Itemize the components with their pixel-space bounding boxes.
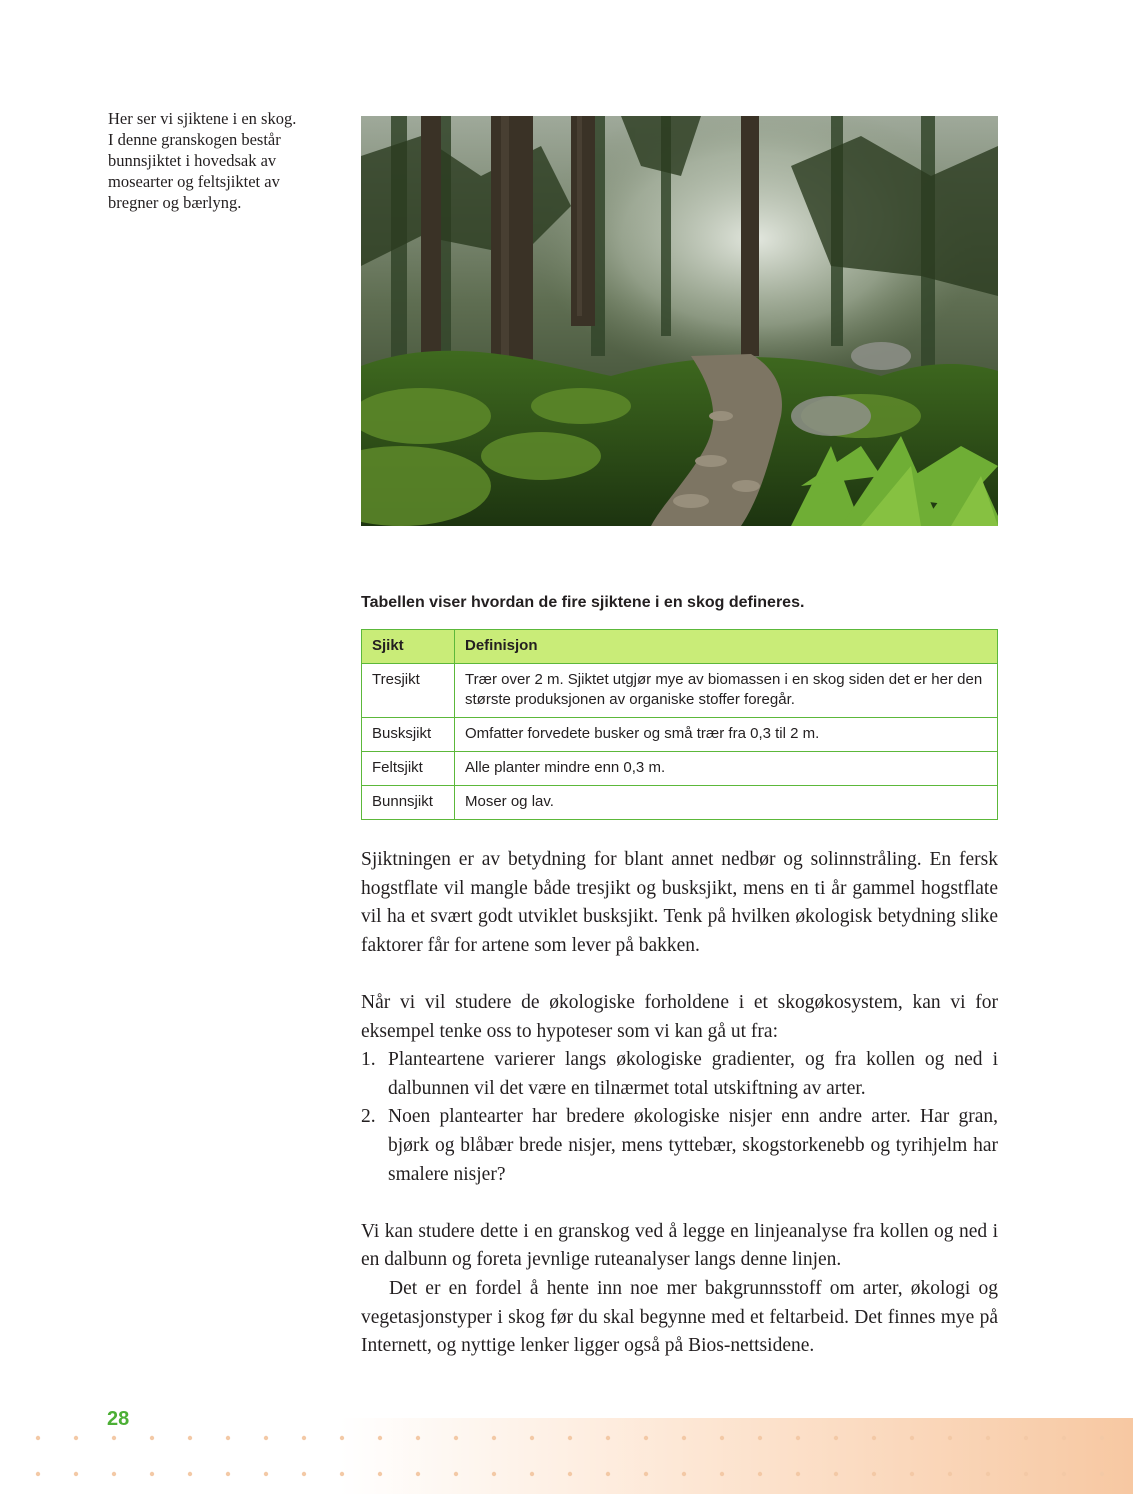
footer-dot — [226, 1436, 230, 1440]
caption-line: bregner og bærlyng. — [108, 193, 242, 212]
footer-dot — [1024, 1472, 1028, 1476]
footer-dot — [872, 1472, 876, 1476]
footer-dot — [264, 1436, 268, 1440]
footer-dot — [910, 1472, 914, 1476]
footer-dot — [1062, 1472, 1066, 1476]
definition-cell: Trær over 2 m. Sjiktet utgjør mye av biomassen i en skog siden det er her den største produksjonen av organiske stoffer foregår. — [455, 664, 998, 718]
footer-dot — [986, 1436, 990, 1440]
footer-dot — [530, 1472, 534, 1476]
footer-dot — [834, 1472, 838, 1476]
table-row — [362, 664, 998, 718]
footer-dot — [644, 1436, 648, 1440]
footer-dot — [416, 1436, 420, 1440]
footer-dot — [682, 1472, 686, 1476]
footer-dot — [340, 1436, 344, 1440]
footer-dot — [568, 1472, 572, 1476]
footer-dot — [302, 1436, 306, 1440]
body-text — [361, 846, 998, 1361]
footer-dot — [796, 1436, 800, 1440]
forest-photo — [361, 116, 998, 526]
footer-dot — [492, 1472, 496, 1476]
list-item — [361, 1046, 998, 1103]
footer-dot — [378, 1436, 382, 1440]
footer-dot — [948, 1436, 952, 1440]
footer-dot — [986, 1472, 990, 1476]
paragraph: Når vi vil studere de økologiske forholdene i et skogøkosystem, kan vi for eksempel tenke oss to hypoteser som vi kan gå ut fra: — [361, 991, 998, 1042]
footer-dot — [492, 1436, 496, 1440]
layer-cell: Busksjikt — [362, 718, 455, 752]
definition-cell: Alle planter mindre enn 0,3 m. — [455, 752, 998, 786]
paragraph: Vi kan studere dette i en granskog ved å legge en linjeanalyse fra kollen og ned i en dalbunn og foreta jevnlige ruteanalyser langs denne linjen. — [361, 1220, 998, 1271]
footer-dot — [644, 1472, 648, 1476]
list-text: Noen plantearter har bredere økologiske nisjer enn andre arter. Har gran, bjørk og blåbær brede nisjer, mens tyttebær, skogstorkenebb og tyrihjelm har smalere nisjer? — [388, 1106, 998, 1185]
footer-dot — [150, 1472, 154, 1476]
footer-dot — [378, 1472, 382, 1476]
definition-cell: Moser og lav. — [455, 786, 998, 820]
column-header-layer: Sjikt — [362, 630, 455, 664]
footer-dot — [264, 1472, 268, 1476]
footer-dot — [1100, 1436, 1104, 1440]
caption-line: I denne granskogen består — [108, 130, 281, 149]
table-header-row — [362, 630, 998, 664]
footer-dot — [1100, 1472, 1104, 1476]
footer-dot — [302, 1472, 306, 1476]
caption-line: bunnsjiktet i hovedsak av — [108, 151, 277, 170]
footer-dot — [1024, 1436, 1028, 1440]
footer-dot — [834, 1436, 838, 1440]
footer-dot — [720, 1436, 724, 1440]
footer-dot — [36, 1472, 40, 1476]
table-row — [362, 786, 998, 820]
footer-dot — [74, 1436, 78, 1440]
hypothesis-list — [361, 1046, 998, 1189]
caption-line: Her ser vi sjiktene i en skog. — [108, 109, 297, 128]
forest-illustration — [361, 116, 998, 526]
footer-dot — [112, 1472, 116, 1476]
layer-cell: Feltsjikt — [362, 752, 455, 786]
footer-dot — [74, 1472, 78, 1476]
column-header-definition: Definisjon — [455, 630, 998, 664]
forest-layers-table — [361, 629, 998, 820]
footer-dot — [36, 1436, 40, 1440]
footer-dot — [188, 1472, 192, 1476]
table-row — [362, 718, 998, 752]
footer-dot — [188, 1436, 192, 1440]
footer-dot — [1062, 1436, 1066, 1440]
list-text: Planteartene varierer langs økologiske gradienter, og fra kollen og ned i dalbunnen vil det være en tilnærmet total utskiftning av arter. — [388, 1049, 998, 1099]
list-number: 1. — [361, 1049, 376, 1071]
footer-dot — [758, 1436, 762, 1440]
footer-dot — [796, 1472, 800, 1476]
footer-dot — [416, 1472, 420, 1476]
footer-dot — [758, 1472, 762, 1476]
footer-dot — [872, 1436, 876, 1440]
footer-dot — [340, 1472, 344, 1476]
footer-dot — [606, 1472, 610, 1476]
table-title: Tabellen viser hvordan de fire sjiktene i en skog defineres. — [361, 594, 805, 611]
caption-line: mosearter og feltsjiktet av — [108, 172, 280, 191]
paragraph: Det er en fordel å hente inn noe mer bakgrunnsstoff om arter, økologi og vegetasjonstyper i skog før du skal begynne med et feltarbeid. Det finnes mye på Internett, og nyttige lenker ligger også på Bios-nettsidene. — [361, 1277, 998, 1357]
list-number: 2. — [361, 1106, 376, 1128]
table-row — [362, 752, 998, 786]
footer-dot — [112, 1436, 116, 1440]
layer-cell: Tresjikt — [362, 664, 455, 718]
footer-dots — [0, 1418, 1133, 1494]
footer-dot — [910, 1436, 914, 1440]
footer-dot — [682, 1436, 686, 1440]
footer-dot — [720, 1472, 724, 1476]
footer-dot — [454, 1472, 458, 1476]
list-item — [361, 1103, 998, 1189]
footer-dot — [568, 1436, 572, 1440]
paragraph: Sjiktningen er av betydning for blant annet nedbør og solinnstråling. En fersk hogstflate vil mangle både tresjikt og busksjikt, mens en ti år gammel hogstflate vil ha et svært godt utviklet busksjikt. Tenk på hvilken økologisk betydning slike faktorer får for artene som lever på bakken. — [361, 849, 998, 956]
footer-dot — [948, 1472, 952, 1476]
layer-cell: Bunnsjikt — [362, 786, 455, 820]
footer-dot — [530, 1436, 534, 1440]
photo-caption — [108, 108, 328, 213]
page-number: 28 — [107, 1408, 130, 1430]
definition-cell: Omfatter forvedete busker og små trær fra 0,3 til 2 m. — [455, 718, 998, 752]
footer-dot — [606, 1436, 610, 1440]
footer-dot — [226, 1472, 230, 1476]
footer-dot — [150, 1436, 154, 1440]
footer-dot — [454, 1436, 458, 1440]
